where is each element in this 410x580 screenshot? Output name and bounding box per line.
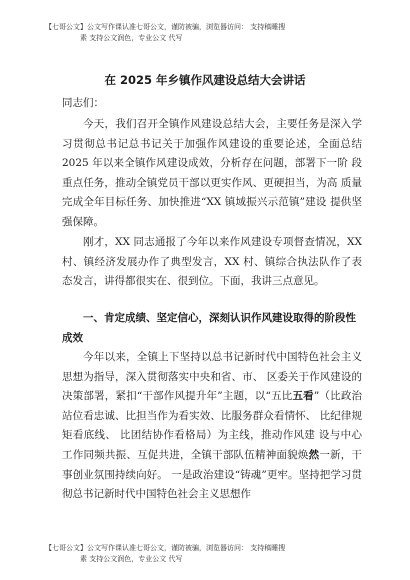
header-banner-line2: 素 支持公文润色，专业公文 代写 (80, 34, 183, 42)
salutation: 同志们： (62, 97, 104, 109)
paragraph-review: 刚才，XX 同志通报了今年以来作风建设专项督查情况，XX 村、镇经济发展办作了典型发言，XX 村、镇综合执法队作了表 态发言，讲得都很实在、很到位。下面，我讲三点意见。 (62, 236, 362, 288)
paragraph-achievements-bold-2: 然 (308, 448, 320, 461)
paragraph-achievements (62, 348, 362, 505)
paragraph-achievements-bold-1: 五看 (292, 390, 314, 403)
footer-banner (45, 543, 375, 565)
section-heading-1: 一、肯定成绩、坚定信心，深刻认识作风建设取得的阶段性成效 (62, 312, 356, 344)
header-banner-line1: 【七哥公文】公文写作课认准七哥公文，谨防被骗，浏览器访问： 支持稿睡搜 (45, 23, 286, 31)
header-banner (45, 22, 375, 44)
footer-banner-line1: 【七哥公文】公文写作课认准七哥公文，谨防被骗，浏览器访问： 支持稿睡搜 (45, 544, 286, 552)
document-title: 在 2025 年乡镇作风建设总结大会讲话 (104, 73, 306, 87)
footer-banner-line2: 素 支持公文润色，专业公文 代写 (80, 555, 183, 563)
paragraph-intro: 今天，我们召开全镇作风建设总结大会，主要任务是深入学习贯彻总书记总书记关于加强作风建设的重要论述，全面总结 2025 年以来全镇作风建设成效，分析存在问题，部署下一阶 段重点任务，推动全镇党员干部以更实作风、更硬担当，为高 质量完成全年目标任务、加快推进“XX 镇域振兴示范镇”建设 提供坚强保障。 (62, 118, 362, 228)
paragraph-achievements-pre: 今年以来，全镇上下坚持以总书记新时代中国特色社会主义思想为指导，深入贯彻落实中央和省、市、 区委关于作风建设的决策部署，紧扣“干部作风提升年”主题，以“五比 (62, 351, 362, 403)
paragraph-achievements-mid: ”（比政治站位看忠诚、比担当作为看实效、比服务群众看情怀、 比纪律规矩看底线、 比团结协作看格局）为主线，推动作风建 设与中心工作同频共振、互促共进，全镇干部队伍精神面貌焕 (62, 390, 363, 461)
paragraph-achievements-post: 一新，干事创业氛围持续向好。 一是政治建设“铸魂”更牢。坚持把学习贯彻总书记新时代中国特色社会主义思想作 (62, 448, 363, 501)
